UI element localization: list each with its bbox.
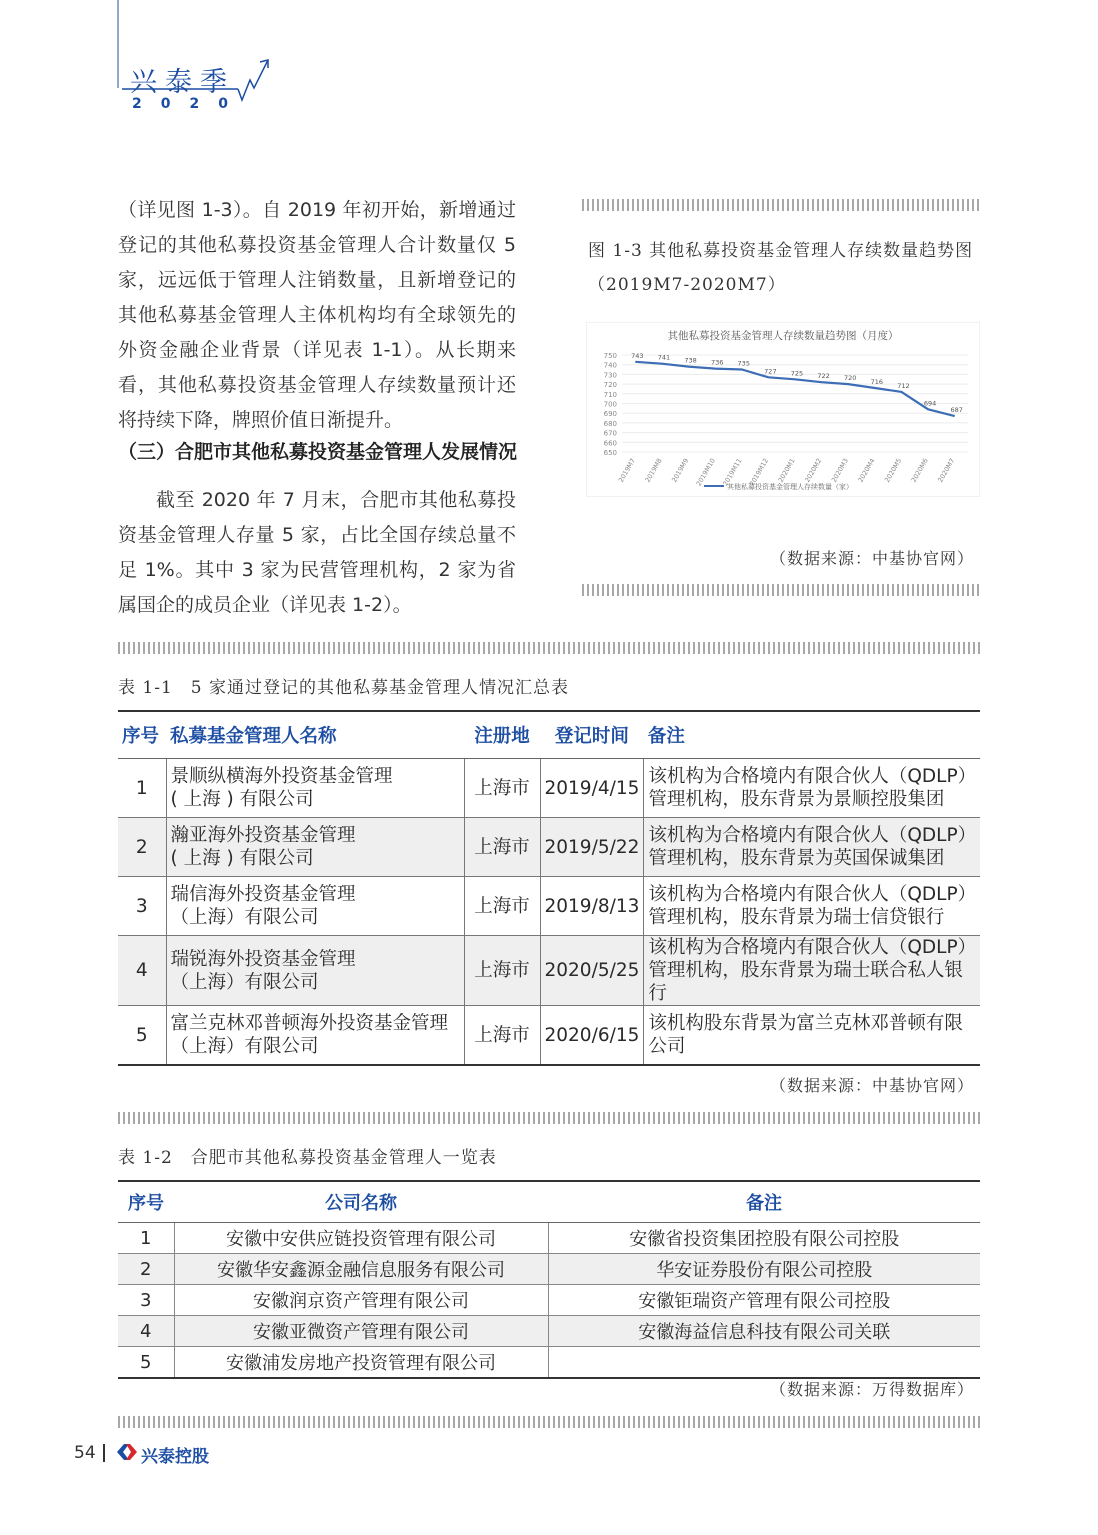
- y-tick-label: 680: [603, 419, 617, 428]
- table1-header-note: 备注: [644, 711, 980, 759]
- x-tick-label: 2019M9: [670, 457, 691, 484]
- figure-caption-line1: 图 1-3 其他私募投资基金管理人存续数量趋势图: [588, 241, 974, 261]
- dashed-divider: [118, 1112, 980, 1124]
- data-label: 716: [870, 377, 884, 386]
- table2-caption: 表 1-2 合肥市其他私募投资基金管理人一览表: [118, 1148, 497, 1168]
- x-tick-label: 2019M11: [721, 457, 744, 488]
- data-label: 722: [817, 372, 830, 381]
- table1-header-row: [118, 711, 980, 759]
- remark-line1: 该机构为合格境内有限合伙人（QDLP）: [648, 825, 977, 846]
- page-number: 54: [74, 1443, 96, 1463]
- data-label: 741: [657, 353, 671, 362]
- line-chart: [586, 322, 980, 497]
- remark: 安徽海益信息科技有限公司关联: [548, 1316, 980, 1347]
- legend-label: 其他私募投资基金管理人存续数量（家）: [727, 483, 853, 491]
- remark-line1: 该机构为合格境内有限合伙人（QDLP）: [648, 937, 977, 958]
- row-no: 5: [118, 1006, 166, 1066]
- table-row: [118, 1006, 980, 1066]
- data-label: 712: [897, 381, 910, 390]
- remark: [644, 1006, 980, 1066]
- remark-line1: 该机构股东背景为富兰克林邓普顿有限: [648, 1013, 963, 1034]
- remark: 安徽钜瑞资产管理有限公司控股: [548, 1285, 980, 1316]
- remark: [548, 1347, 980, 1379]
- x-tick-label: 2019M8: [643, 457, 664, 484]
- manager-name-line2: （上海）有限公司: [170, 971, 319, 993]
- y-tick-label: 740: [603, 361, 617, 370]
- x-tick-label: 2020M5: [883, 457, 904, 484]
- manager-name-line1: 瀚亚海外投资基金管理: [170, 825, 356, 846]
- table2: [118, 1180, 980, 1379]
- company-name: 安徽浦发房地产投资管理有限公司: [174, 1347, 548, 1379]
- table-row: [118, 1223, 980, 1254]
- row-no: 2: [118, 1254, 174, 1285]
- manager-name-line2: （上海）有限公司: [170, 907, 319, 928]
- figure-caption: [588, 234, 973, 302]
- table2-header-note: 备注: [548, 1181, 980, 1223]
- register-place: 上海市: [464, 818, 540, 877]
- remark-line1: 该机构为合格境内有限合伙人（QDLP）: [648, 884, 977, 905]
- data-label: 738: [684, 356, 697, 365]
- data-label: 687: [950, 406, 963, 415]
- data-label: 736: [710, 358, 724, 367]
- table2-header-no: 序号: [118, 1181, 174, 1223]
- table-row: [118, 818, 980, 877]
- table-row: [118, 1254, 980, 1285]
- footer-brand: 兴泰控股: [141, 1447, 209, 1467]
- section-heading: （三）合肥市其他私募投资基金管理人发展情况: [118, 441, 518, 463]
- table2-header-row: [118, 1181, 980, 1223]
- register-date: 2019/5/22: [540, 818, 644, 877]
- company-name: 安徽华安鑫源金融信息服务有限公司: [174, 1254, 548, 1285]
- footer-separator: [103, 1444, 105, 1462]
- manager-name: [166, 759, 464, 818]
- row-no: 3: [118, 1285, 174, 1316]
- x-tick-label: 2020M7: [936, 457, 957, 484]
- manager-name-line2: ( 上海 ) 有限公司: [170, 848, 314, 869]
- dashed-divider: [582, 199, 980, 211]
- manager-name-line1: 瑞锐海外投资基金管理: [170, 948, 356, 970]
- row-no: 4: [118, 1316, 174, 1347]
- manager-name: [166, 1006, 464, 1066]
- row-no: 4: [118, 936, 166, 1006]
- table1-header-date: 登记时间: [540, 711, 644, 759]
- y-tick-label: 710: [603, 390, 617, 399]
- remark: [644, 877, 980, 936]
- company-name: 安徽亚微资产管理有限公司: [174, 1316, 548, 1347]
- chart-title: 其他私募投资基金管理人存续数量趋势图（月度）: [667, 330, 899, 342]
- data-label: 694: [923, 399, 937, 408]
- table1-source: （数据来源：中基协官网）: [769, 1076, 974, 1095]
- remark: [644, 818, 980, 877]
- data-label: 727: [764, 367, 777, 376]
- remark-line2: 管理机构，股东背景为景顺控股集团: [648, 789, 945, 810]
- register-place: 上海市: [464, 936, 540, 1006]
- manager-name-line2: ( 上海 ) 有限公司: [170, 789, 314, 810]
- dashed-divider: [118, 1416, 980, 1428]
- remark-line2: 管理机构，股东背景为英国保诚集团: [648, 848, 945, 869]
- data-label: 743: [631, 351, 644, 360]
- y-tick-label: 720: [603, 381, 617, 390]
- y-tick-label: 670: [603, 429, 617, 438]
- body-paragraph-2: 截至 2020 年 7 月末，合肥市其他私募投资基金管理人存量 5 家，占比全国存续总量不足 1%。其中 3 家为民营管理机构，2 家为省属国企的成员企业（详见表 1-2）。: [118, 489, 516, 616]
- y-tick-label: 700: [603, 400, 617, 409]
- data-label: 735: [737, 359, 750, 368]
- row-no: 3: [118, 877, 166, 936]
- table-row: [118, 759, 980, 818]
- company-name: 安徽润京资产管理有限公司: [174, 1285, 548, 1316]
- manager-name: [166, 936, 464, 1006]
- row-no: 5: [118, 1347, 174, 1379]
- manager-name-line2: （上海）有限公司: [170, 1036, 319, 1057]
- xingtai-logo-icon: [115, 1441, 139, 1463]
- y-tick-label: 750: [603, 352, 617, 360]
- remark: 华安证券股份有限公司控股: [548, 1254, 980, 1285]
- y-tick-label: 650: [603, 449, 617, 457]
- brand-title: 兴泰季: [130, 67, 235, 98]
- x-tick-label: 2019M10: [694, 457, 717, 488]
- data-label: 720: [844, 374, 857, 383]
- table1-header-no: 序号: [118, 711, 166, 759]
- register-date: 2020/5/25: [540, 936, 644, 1006]
- register-place: 上海市: [464, 877, 540, 936]
- register-place: 上海市: [464, 759, 540, 818]
- table-row: [118, 1347, 980, 1379]
- row-no: 2: [118, 818, 166, 877]
- row-no: 1: [118, 759, 166, 818]
- table-row: [118, 936, 980, 1006]
- table1-header-name: 私募基金管理人名称: [166, 711, 464, 759]
- body-paragraph-1: （详见图 1-3）。自 2019 年初开始，新增通过登记的其他私募投资基金管理人合计数量仅 5 家，远远低于管理人注销数量，且新增登记的其他私募基金管理人主体机构均有全球领先的外资金融企业背景（详见表 1-1）。从长期来看，其他私募投资基金管理人存续数量预计还将持续下降，牌照价值日渐提升。: [118, 199, 516, 431]
- register-date: 2020/6/15: [540, 1006, 644, 1066]
- register-place: 上海市: [464, 1006, 540, 1066]
- manager-name: [166, 818, 464, 877]
- x-tick-label: 2020M6: [909, 457, 930, 484]
- company-name: 安徽中安供应链投资管理有限公司: [174, 1223, 548, 1254]
- remark-line2: 管理机构，股东背景为瑞士信贷银行: [648, 907, 945, 928]
- remark: [644, 936, 980, 1006]
- manager-name-line1: 景顺纵横海外投资基金管理: [170, 766, 393, 787]
- manager-name-line1: 富兰克林邓普顿海外投资基金管理: [170, 1013, 449, 1034]
- table2-source: （数据来源：万得数据库）: [769, 1380, 974, 1399]
- table2-header-name: 公司名称: [174, 1181, 548, 1223]
- register-date: 2019/8/13: [540, 877, 644, 936]
- y-tick-label: 690: [603, 410, 617, 419]
- table-row: [118, 1285, 980, 1316]
- remark-line2: 公司: [648, 1036, 686, 1057]
- dashed-divider: [582, 584, 980, 596]
- x-tick-label: 2019M7: [616, 457, 638, 484]
- figure-source: （数据来源：中基协官网）: [769, 549, 974, 568]
- remark: [644, 759, 980, 818]
- x-tick-label: 2019M12: [747, 457, 771, 488]
- y-tick-label: 730: [603, 371, 617, 380]
- brand-year: 2020: [132, 96, 247, 112]
- x-tick-label: 2020M3: [829, 457, 850, 484]
- table-row: [118, 877, 980, 936]
- manager-name: [166, 877, 464, 936]
- dashed-divider: [118, 642, 980, 654]
- manager-name-line1: 瑞信海外投资基金管理: [170, 884, 356, 905]
- figure-caption-line2: （2019M7-2020M7）: [588, 275, 786, 295]
- chart-canvas: [586, 322, 980, 497]
- table1-caption: 表 1-1 5 家通过登记的其他私募基金管理人情况汇总表: [118, 678, 569, 698]
- register-date: 2019/4/15: [540, 759, 644, 818]
- x-tick-label: 2020M2: [803, 457, 824, 484]
- y-tick-label: 660: [603, 439, 617, 448]
- table-row: [118, 1316, 980, 1347]
- remark: 安徽省投资集团控股有限公司控股: [548, 1223, 980, 1254]
- table1: [118, 710, 980, 1066]
- x-tick-label: 2020M4: [856, 457, 877, 484]
- table1-header-place: 注册地: [464, 711, 540, 759]
- remark-line1: 该机构为合格境内有限合伙人（QDLP）: [648, 766, 977, 787]
- remark-line2: 管理机构，股东背景为瑞士联合私人银行: [648, 960, 963, 1004]
- data-label: 725: [790, 369, 804, 378]
- row-no: 1: [118, 1223, 174, 1254]
- x-tick-label: 2020M1: [776, 457, 797, 484]
